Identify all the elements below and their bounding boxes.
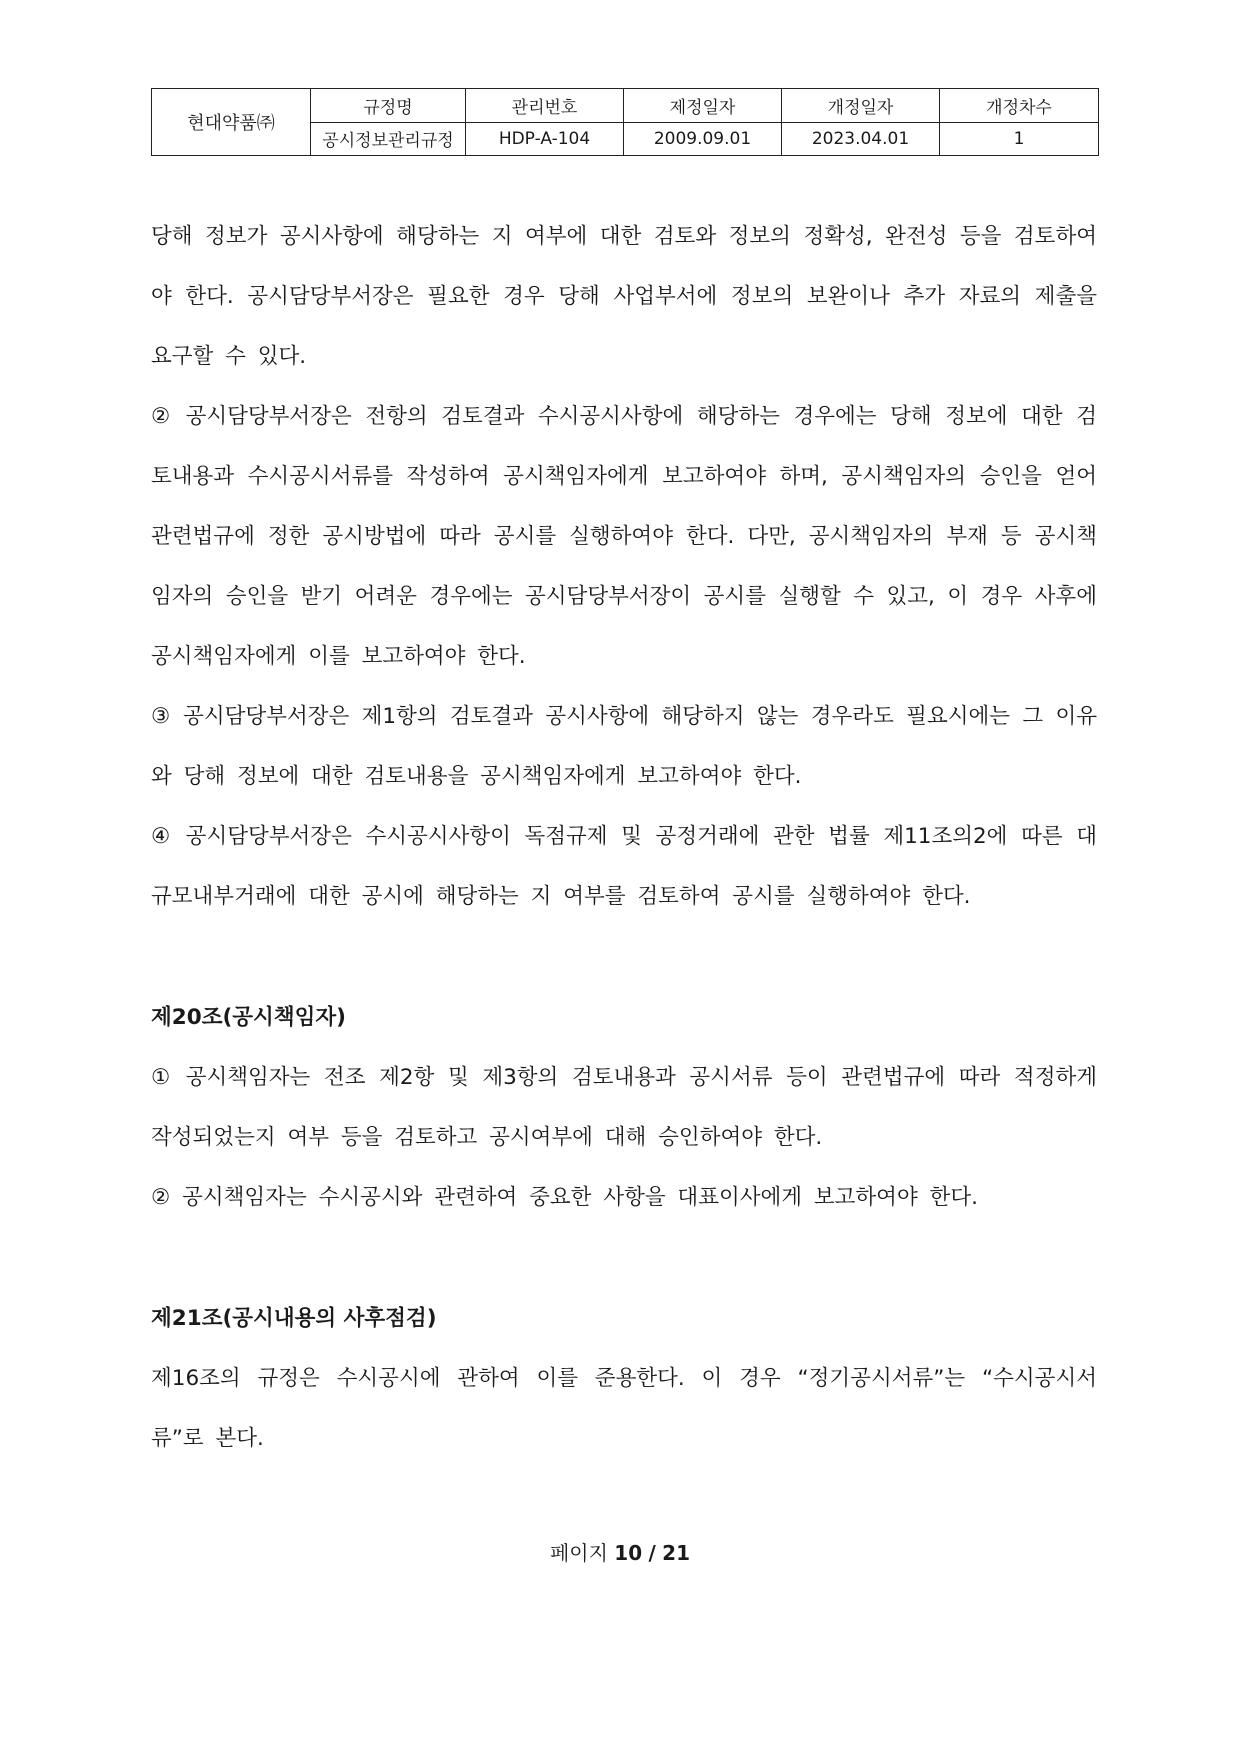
page-total: 21 [662, 1541, 691, 1565]
article-20-clause-2: ② 공시책임자는 수시공시와 관련하여 중요한 사항을 대표이사에게 보고하여야 한다. [151, 1185, 978, 1210]
section-spacer [151, 1228, 1097, 1289]
document-header-table [151, 88, 1099, 156]
page-current: 10 [614, 1541, 643, 1565]
article-21-heading: 제21조(공시내용의 사후점검) [151, 1306, 437, 1331]
section-spacer [151, 927, 1097, 988]
header-value-regulation-name: 공시정보관리규정 [311, 122, 466, 156]
company-name: 현대약품㈜ [152, 89, 311, 156]
header-label-regulation-name: 규정명 [311, 89, 466, 123]
header-label-revision-count: 개정차수 [940, 89, 1099, 123]
paragraph-clause-3: ③ 공시담당부서장은 제1항의 검토결과 공시사항에 해당하지 않는 경우라도 필요시에는 그 이유와 당해 정보에 대한 검토내용을 공시책임자에게 보고하여야 한다. [151, 704, 1097, 789]
header-row-labels [152, 89, 1099, 123]
header-value-revision-count: 1 [940, 122, 1099, 156]
header-value-revision-date: 2023.04.01 [782, 122, 940, 156]
article-20-heading: 제20조(공시책임자) [151, 1005, 346, 1030]
article-21-clause: 제16조의 규정은 수시공시에 관하여 이를 준용한다. 이 경우 “정기공시서류”는 “수시공시서류”로 본다. [151, 1366, 1097, 1451]
header-label-revision-date: 개정일자 [782, 89, 940, 123]
header-label-management-number: 관리번호 [466, 89, 624, 123]
page-label: 페이지 [549, 1541, 608, 1565]
page-separator: / [648, 1541, 656, 1565]
page-footer [0, 1537, 1240, 1566]
document-body [151, 207, 1097, 1469]
paragraph-clause-2: ② 공시담당부서장은 전항의 검토결과 수시공시사항에 해당하는 경우에는 당해 정보에 대한 검토내용과 수시공시서류를 작성하여 공시책임자에게 보고하여야 하며, 공시책임자의 승인을 얻어 관련법규에 정한 공시방법에 따라 공시를 실행하여야 한다. 다만, 공시책임자의 부재 등 공시책임자의 승인을 받기 어려운 경우에는 공시담당부서장이 공시를 실행할 수 있고, 이 경우 사후에 공시책임자에게 이를 보고하여야 한다. [151, 404, 1097, 669]
paragraph-continuation: 당해 정보가 공시사항에 해당하는 지 여부에 대한 검토와 정보의 정확성, 완전성 등을 검토하여야 한다. 공시담당부서장은 필요한 경우 당해 사업부서에 정보의 보완이나 추가 자료의 제출을 요구할 수 있다. [151, 224, 1097, 369]
header-value-enactment-date: 2009.09.01 [624, 122, 782, 156]
header-value-management-number: HDP-A-104 [466, 122, 624, 156]
paragraph-clause-4: ④ 공시담당부서장은 수시공시사항이 독점규제 및 공정거래에 관한 법률 제11조의2에 따른 대규모내부거래에 대한 공시에 해당하는 지 여부를 검토하여 공시를 실행하여야 한다. [151, 824, 1097, 909]
article-20-clause-1: ① 공시책임자는 전조 제2항 및 제3항의 검토내용과 공시서류 등이 관련법규에 따라 적정하게 작성되었는지 여부 등을 검토하고 공시여부에 대해 승인하여야 한다. [151, 1065, 1097, 1150]
header-label-enactment-date: 제정일자 [624, 89, 782, 123]
